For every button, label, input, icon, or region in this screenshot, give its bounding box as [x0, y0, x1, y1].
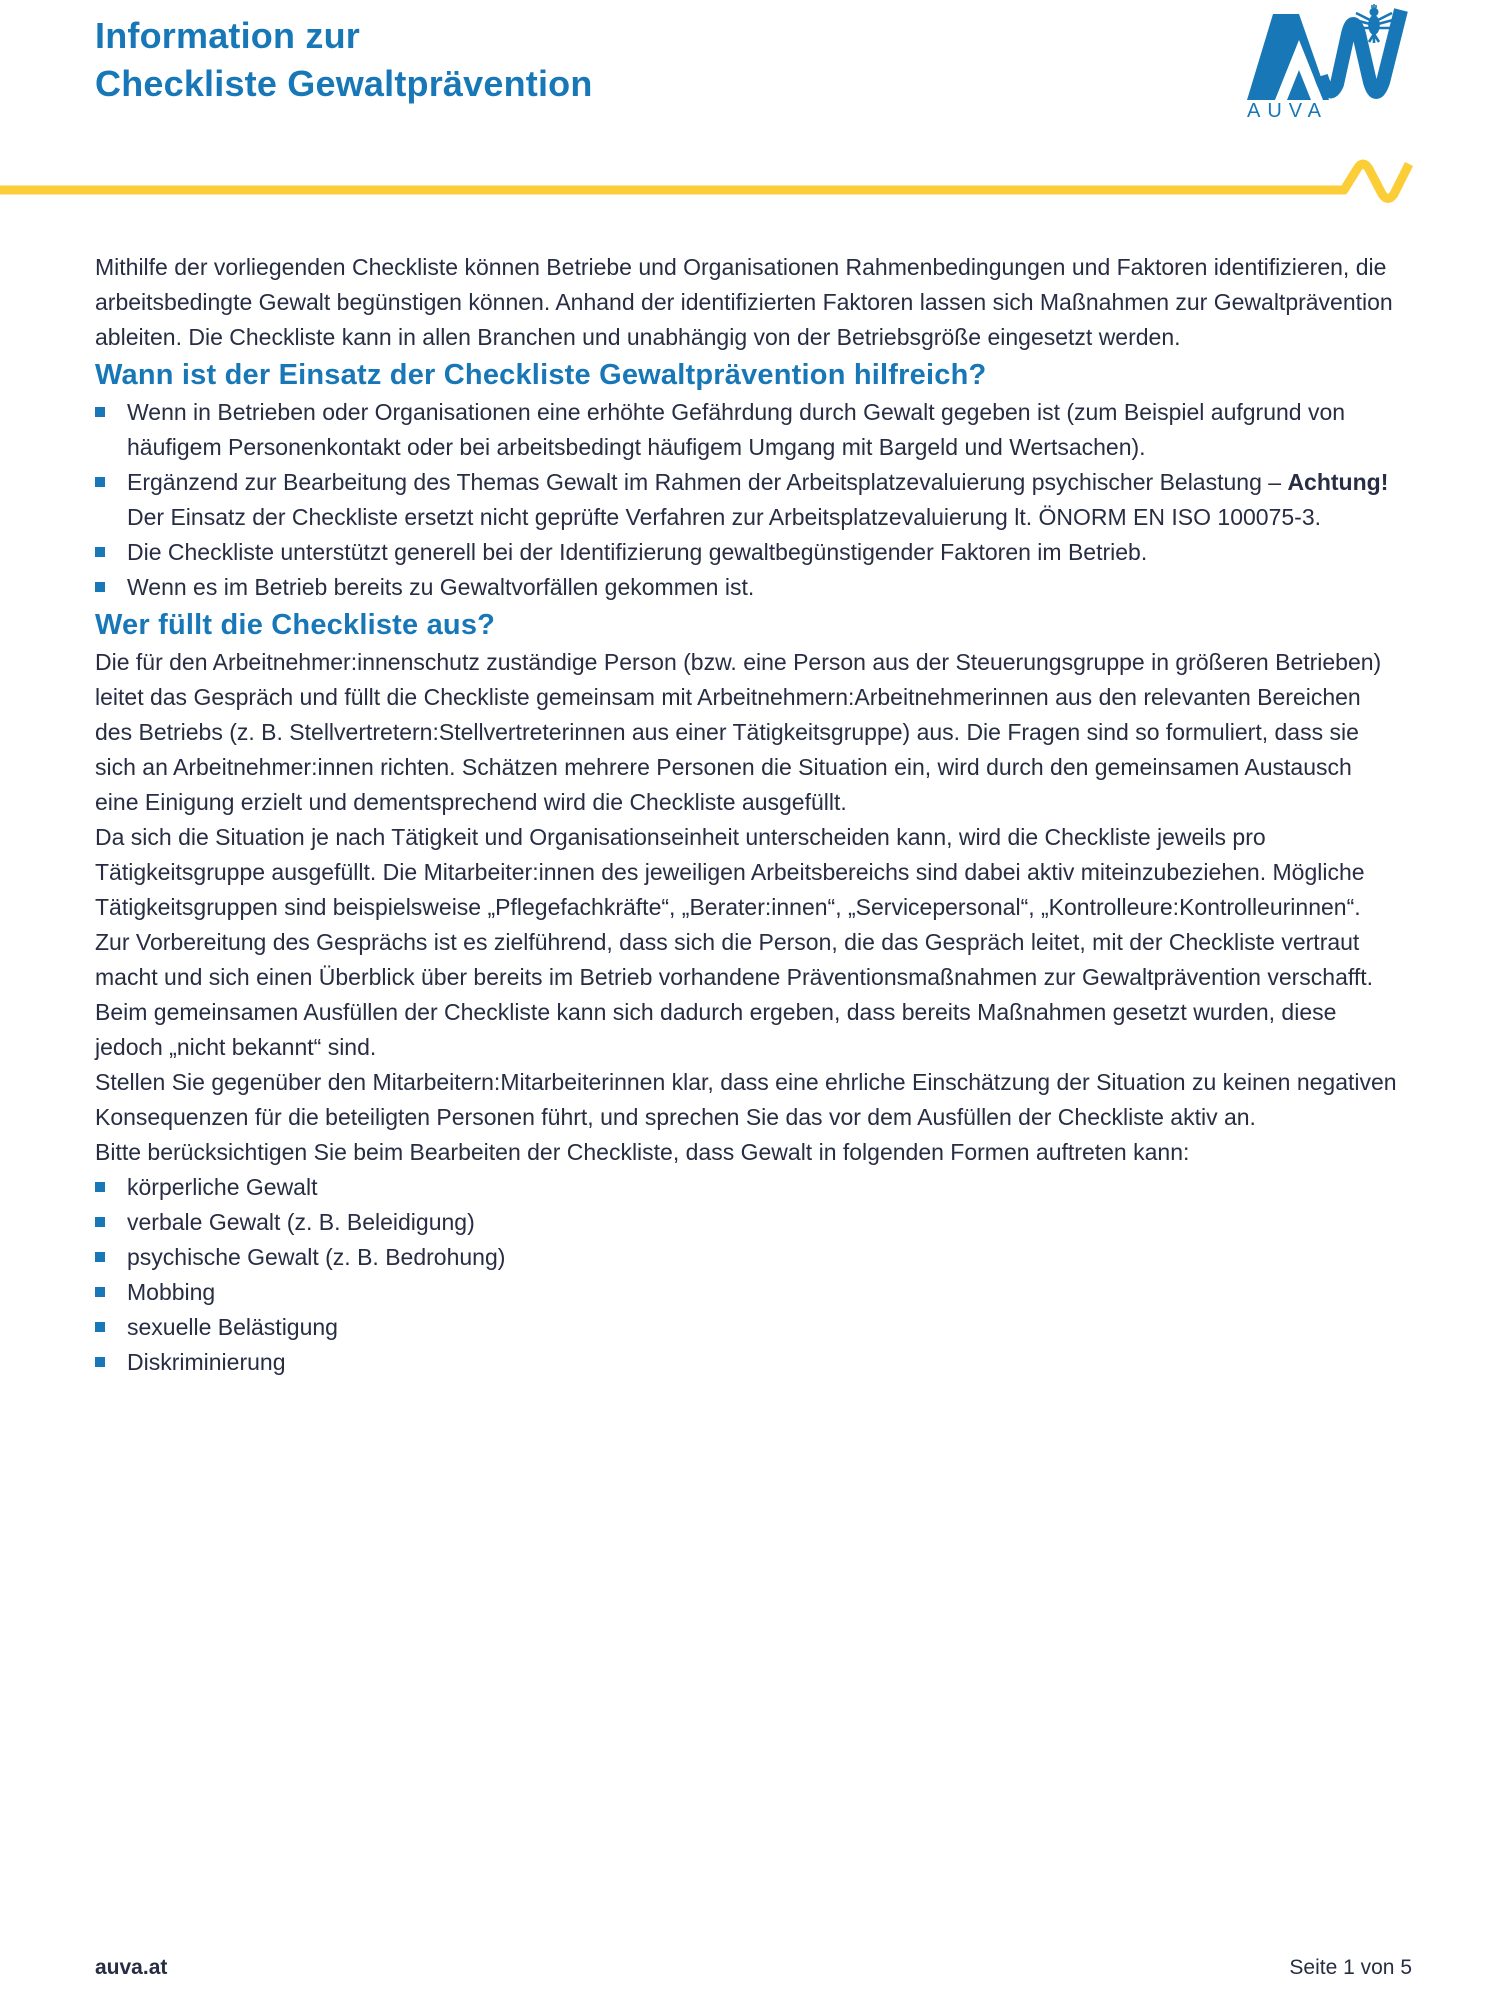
list-item	[95, 395, 1400, 465]
auva-logo	[1243, 4, 1413, 126]
page-title	[95, 12, 593, 108]
intro-paragraph: Mithilfe der vorliegenden Checkliste können Betriebe und Organisationen Rahmenbedingungen und Faktoren identifizieren, die arbeitsbedingte Gewalt begünstigen können. Anhand der identifizierten Faktoren lassen sich Maßnahmen zur Gewaltprävention ableiten. Die Checkliste kann in allen Branchen und unabhängig von der Betriebsgröße eingesetzt werden.	[95, 254, 1393, 350]
footer-site-link[interactable]: auva.at	[95, 1956, 168, 1979]
list-item	[95, 535, 1400, 570]
list-item-text: Wenn es im Betrieb bereits zu Gewaltvorfällen gekommen ist.	[127, 574, 755, 600]
bullet-square-icon	[95, 547, 105, 557]
who-paragraph-3: Zur Vorbereitung des Gesprächs ist es zielführend, dass sich die Person, die das Gespräch leitet, mit der Checkliste vertraut macht und sich einen Überblick über bereits im Betrieb vorhandene Präventionsmaßnahmen zur Gewaltprävention verschafft. Beim gemeinsamen Ausfüllen der Checkliste kann sich dadurch ergeben, dass bereits Maßnahmen gesetzt wurden, diese jedoch „nicht bekannt“ sind.	[95, 929, 1374, 1060]
bullet-square-icon	[95, 407, 105, 417]
bullet-square-icon	[95, 1252, 105, 1262]
bullet-square-icon	[95, 582, 105, 592]
forms-intro-paragraph: Bitte berücksichtigen Sie beim Bearbeiten der Checkliste, dass Gewalt in folgenden Formen auftreten kann:	[95, 1139, 1190, 1165]
list-item	[95, 1345, 1400, 1380]
list-item	[95, 1240, 1400, 1275]
list-item	[95, 1170, 1400, 1205]
bullet-square-icon	[95, 1182, 105, 1192]
yellow-wave-rule	[0, 150, 1500, 220]
footer-page-number: Seite 1 von 5	[1289, 1956, 1412, 1979]
auva-wordmark: AUVA	[1247, 100, 1328, 122]
bullet-square-icon	[95, 1357, 105, 1367]
list-item-text: psychische Gewalt (z. B. Bedrohung)	[127, 1244, 506, 1270]
who-paragraph-1: Die für den Arbeitnehmer:innenschutz zuständige Person (bzw. eine Person aus der Steuerungsgruppe in größeren Betrieben) leitet das Gespräch und füllt die Checkliste gemeinsam mit Arbeitnehmern:Arbeitnehmerinnen aus den relevanten Bereichen des Betriebs (z. B. Stellvertretern:Stellvertreterinnen aus einer Tätigkeitsgruppe) aus. Die Fragen sind so formuliert, dass sie sich an Arbeitnehmer:innen richten. Schätzen mehrere Personen die Situation ein, wird durch den gemeinsamen Austausch eine Einigung erzielt und dementsprechend wird die Checkliste ausgefüllt.	[95, 649, 1382, 815]
when-bullet-list	[95, 395, 1400, 605]
list-item	[95, 465, 1400, 535]
list-item-text: Diskriminierung	[127, 1349, 286, 1375]
list-item-text: Mobbing	[127, 1279, 216, 1305]
list-item-text: sexuelle Belästigung	[127, 1314, 338, 1340]
bullet-square-icon	[95, 1287, 105, 1297]
bullet-square-icon	[95, 477, 105, 487]
bullet-square-icon	[95, 1217, 105, 1227]
page-title-line2: Checkliste Gewaltprävention	[95, 63, 593, 104]
section-heading-when: Wann ist der Einsatz der Checkliste Gewaltprävention hilfreich?	[95, 359, 987, 391]
who-paragraph-2: Da sich die Situation je nach Tätigkeit und Organisationseinheit unterscheiden kann, wird die Checkliste jeweils pro Tätigkeitsgruppe ausgefüllt. Die Mitarbeiter:innen des jeweiligen Arbeitsbereichs sind dabei aktiv miteinzubeziehen. Mögliche Tätigkeitsgruppen sind beispielsweise „Pflegefachkräfte“, „Berater:innen“, „Servicepersonal“, „Kontrolleure:Kontrolleurinnen“.	[95, 824, 1365, 920]
violence-forms-list	[95, 1170, 1400, 1380]
list-item-text-pre: Ergänzend zur Bearbeitung des Themas Gewalt im Rahmen der Arbeitsplatzevaluierung psychischer Belastung –	[127, 469, 1288, 495]
page-footer	[95, 1956, 1412, 1980]
document-body	[95, 250, 1400, 1380]
list-item-text	[127, 465, 1400, 535]
section-heading-who: Wer füllt die Checkliste aus?	[95, 609, 496, 641]
page-header	[0, 0, 1500, 250]
list-item-text: Die Checkliste unterstützt generell bei der Identifizierung gewaltbegünstigender Faktoren im Betrieb.	[127, 539, 1148, 565]
bullet-square-icon	[95, 1322, 105, 1332]
list-item	[95, 1310, 1400, 1345]
page-title-line1: Information zur	[95, 15, 360, 56]
list-item-text-post: Der Einsatz der Checkliste ersetzt nicht geprüfte Verfahren zur Arbeitsplatzevaluierung lt. ÖNORM EN ISO 100075-3.	[127, 504, 1322, 530]
list-item	[95, 1275, 1400, 1310]
list-item	[95, 570, 1400, 605]
who-paragraph-4: Stellen Sie gegenüber den Mitarbeitern:Mitarbeiterinnen klar, dass eine ehrliche Einschätzung der Situation zu keinen negativen Konsequenzen für die beteiligten Personen führt, und sprechen Sie das vor dem Ausfüllen der Checkliste aktiv an.	[95, 1069, 1397, 1130]
list-item-text: Wenn in Betrieben oder Organisationen eine erhöhte Gefährdung durch Gewalt gegeben ist (zum Beispiel aufgrund von häufigem Personenkontakt oder bei arbeitsbedingt häufigem Umgang mit Bargeld und Wertsachen).	[127, 399, 1346, 460]
list-item-text: verbale Gewalt (z. B. Beleidigung)	[127, 1209, 475, 1235]
list-item	[95, 1205, 1400, 1240]
list-item-text-bold: Achtung!	[1287, 469, 1389, 495]
list-item-text: körperliche Gewalt	[127, 1174, 318, 1200]
